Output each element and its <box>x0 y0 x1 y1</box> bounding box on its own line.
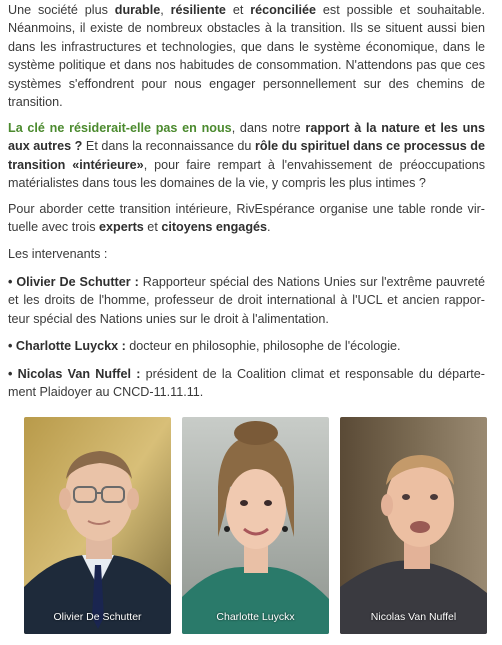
green-highlight: La clé ne résiderait-elle pas en nous <box>8 121 232 135</box>
speaker-entry <box>8 273 485 328</box>
speaker-description: président de la Coalition climat et responsable du départe-ment Plaidoyer au CNCD-11.11.11. <box>8 367 486 400</box>
portrait-image <box>340 417 487 634</box>
bold-experts: experts <box>99 220 144 235</box>
speaker-description: docteur en philosophie, philosophe de l'écologie. <box>125 339 401 353</box>
bold-resiliente: résiliente <box>170 3 226 17</box>
portrait-image <box>182 417 329 634</box>
round-table-paragraph <box>8 200 485 237</box>
speaker-entry <box>8 337 401 355</box>
speaker-description: Rapporteur spécial des Nations Unies sur l'extrême pauvreté et les droits de l'homme, professeur de droit international à l'UCL et ancien rappor-teur spécial des Nations unies sur le droit à l'alimentation. <box>8 275 486 326</box>
photo-caption: Charlotte Luyckx <box>216 610 295 623</box>
text-run: , <box>160 3 171 17</box>
intro-paragraph <box>8 1 485 111</box>
text-run: et <box>225 3 251 17</box>
portrait-image <box>24 417 171 634</box>
speakers-heading: Les intervenants : <box>8 247 108 261</box>
speaker-entry <box>8 365 485 402</box>
text-run: Et dans la reconnaissance du <box>82 139 255 154</box>
key-question-paragraph <box>8 119 485 193</box>
text-run: Une société plus <box>8 3 115 17</box>
speaker-name: • Charlotte Luyckx : <box>8 339 126 353</box>
bold-reconciliee: réconciliée <box>250 3 317 17</box>
bold-role-spirituel: rôle du spirituel dans ce processus de transition «intérieure» <box>8 139 485 172</box>
photo-olivier-de-schutter <box>24 417 171 634</box>
bold-citoyens: citoyens engagés <box>161 220 268 235</box>
photo-charlotte-luyckx <box>182 417 329 634</box>
bold-durable: durable <box>114 3 161 17</box>
text-run: , dans notre <box>231 121 306 135</box>
bold-rapport-nature: rapport à la nature et les uns aux autres ? <box>8 121 485 154</box>
speaker-name: • Nicolas Van Nuffel : <box>8 367 141 381</box>
text-run: . <box>267 220 271 235</box>
photo-caption: Nicolas Van Nuffel <box>370 610 457 623</box>
text-run: est possible et souhaitable. Néanmoins, il existe de nombreux obstacles à la transition. Ils se situent aussi bien dans les infrastructures et technologies, que dans le système économique, dans le système politique et dans nos habitudes de consommation. N'attendons pas que ces systèmes s'effondrent pour nous engager personnellement sur des chemins de transition. <box>8 3 485 110</box>
text-run: , pour faire rempart à l'envahissement de préoccupations matérialistes dans tous les domaines de la vie, y compris les plus intimes ? <box>8 157 485 191</box>
speaker-name: • Olivier De Schutter : <box>8 275 139 289</box>
photo-caption: Olivier De Schutter <box>53 610 142 623</box>
photo-nicolas-van-nuffel <box>340 417 487 634</box>
text-run: et <box>143 220 162 235</box>
text-run: Pour aborder cette transition intérieure, RivEspérance organise une table ronde vir-tuelle avec trois <box>8 202 485 235</box>
